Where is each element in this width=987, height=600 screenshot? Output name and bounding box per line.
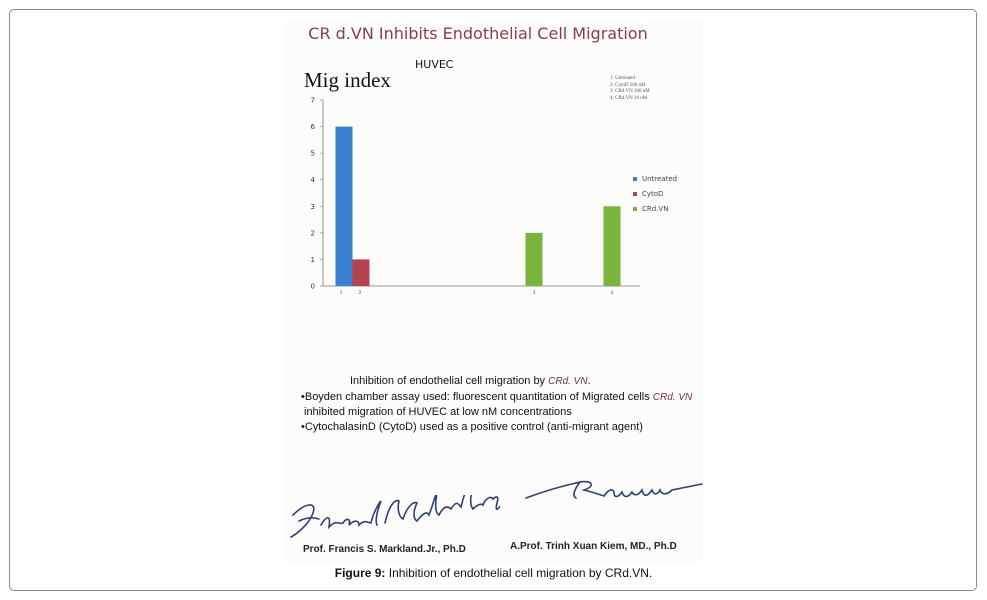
y-axis-title: Mig index (304, 68, 391, 92)
bar (526, 233, 543, 286)
x-tick-label: 3 (532, 291, 536, 296)
figure-caption-text: Inhibition of endothelial cell migration by CRd.VN. (385, 566, 653, 580)
caption-text: . (587, 375, 591, 387)
legend-item (633, 201, 677, 216)
caption-line: •CytochalasinD (CytoD) used as a positive control (anti-migrant agent) (301, 420, 643, 433)
caption-line: inhibited migration of HUVEC at low nM concentrations (304, 406, 572, 418)
signature-right (522, 472, 707, 512)
bar (604, 206, 621, 286)
x-tick-label: 4 (610, 291, 614, 296)
x-tick-label: 2 (358, 291, 362, 296)
bar (353, 259, 370, 286)
y-tick-label: 1 (310, 255, 315, 264)
condition-note: 2: CytoD 200 nM (610, 82, 646, 88)
caption-line (301, 374, 711, 390)
bar (336, 127, 353, 286)
y-tick-label: 3 (310, 202, 315, 211)
chart-legend (633, 171, 677, 216)
x-tick-label: 1 (339, 291, 343, 296)
figure-label: Figure 9: (334, 566, 386, 580)
signatory-right-name: A.Prof. Trinh Xuan Kiem, MD., Ph.D (510, 541, 677, 552)
legend-swatch-crdvn (633, 207, 637, 211)
caption-line (301, 390, 711, 406)
legend-label: Untreated (642, 174, 678, 183)
y-tick-label: 7 (310, 96, 315, 105)
condition-note: 4: CRd.VN 10 nM (610, 95, 648, 101)
caption-emphasis: CRd. VN (548, 376, 588, 387)
signature-left (285, 495, 500, 545)
legend-item (633, 171, 677, 186)
chart-subtitle: HUVEC (415, 58, 454, 71)
chart-layer (311, 97, 640, 297)
figure-caption (0, 566, 987, 580)
y-tick-label: 6 (310, 123, 315, 132)
caption-emphasis: CRd. VN (652, 391, 693, 403)
legend-item (633, 186, 677, 201)
y-tick-label: 4 (310, 176, 315, 185)
caption-text: Inhibition of endothelial cell migration by (350, 375, 549, 387)
caption-text: •Boyden chamber assay used: fluorescent quantitation of Migrated cells (301, 390, 653, 403)
condition-note: 1: Untreated (610, 76, 635, 81)
legend-swatch-cytod (633, 192, 637, 196)
legend-swatch-untreated (633, 177, 637, 181)
legend-label: CRd.VN (642, 204, 669, 213)
y-tick-label: 0 (310, 282, 315, 291)
legend-label: CytoD (642, 189, 664, 198)
y-tick-label: 2 (310, 229, 315, 238)
signatory-left-name: Prof. Francis S. Markland.Jr., Ph.D (303, 544, 466, 555)
slide-title: CR d.VN Inhibits Endothelial Cell Migration (308, 24, 648, 43)
slide-caption (301, 374, 711, 434)
condition-note: 3: CRd.VN 100 nM (610, 89, 650, 94)
y-tick-label: 5 (310, 149, 315, 158)
